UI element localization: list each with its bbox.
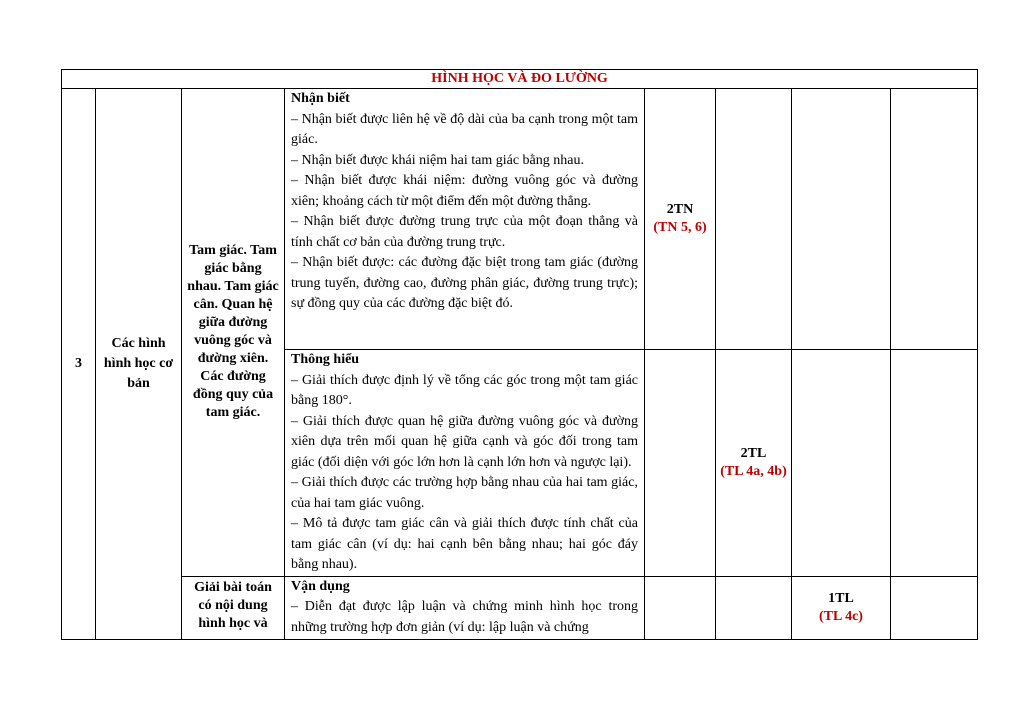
topic-cell: Các hình hình học cơ bản <box>96 89 182 640</box>
score-ref: (TL 4c) <box>819 608 863 624</box>
score-ref: (TN 5, 6) <box>653 220 707 235</box>
score-cell-empty <box>716 576 792 639</box>
requirement-item: – Giải thích được quan hệ giữa đường vuông góc và đường xiên dựa trên mối quan hệ giữa cạnh và góc đối trong tam giác (đối diện với góc lớn hơn là cạnh lớn hơn và ngược lại). <box>291 413 638 470</box>
requirement-item: – Diễn đạt được lập luận và chứng minh hình học trong những trường hợp đơn giản (ví dụ: lập luận và chứng <box>291 599 638 635</box>
score-cell-recognize <box>645 89 716 350</box>
score-cell-empty <box>891 89 978 350</box>
score-cell-understand <box>716 350 792 577</box>
content-cell-triangles: Tam giác. Tam giác bằng nhau. Tam giác cân. Quan hệ giữa đường vuông góc và đường xiên. Các đường đồng quy của tam giác. <box>182 89 285 577</box>
requirement-item: – Giải thích được các trường hợp bằng nhau của hai tam giác, của hai tam giác vuông. <box>291 475 638 511</box>
score-main: 1TL <box>828 590 854 606</box>
requirement-cell-understand <box>285 350 645 577</box>
score-cell-empty <box>645 350 716 577</box>
requirement-item: – Nhận biết được: các đường đặc biệt trong tam giác (đường trung tuyến, đường cao, đường phân giác, đường trung trực); sự đồng quy của các đường đặc biệt đó. <box>291 255 638 311</box>
score-cell-empty <box>891 576 978 639</box>
requirement-item: – Nhận biết được liên hệ về độ dài của ba cạnh trong một tam giác. <box>291 111 638 147</box>
score-main: 2TN <box>666 202 694 217</box>
content-cell-problem-solving: Giải bài toán có nội dung hình học và <box>182 576 285 639</box>
level-label: Nhận biết <box>291 91 350 106</box>
requirement-item: – Giải thích được định lý về tổng các góc trong một tam giác bằng 180°. <box>291 372 638 408</box>
row-number: 3 <box>62 89 96 640</box>
requirement-cell-apply <box>285 576 645 639</box>
requirement-cell-recognize <box>285 89 645 350</box>
requirement-item: – Nhận biết được đường trung trực của một đoạn thẳng và tính chất cơ bản của đường trung trực. <box>291 214 638 250</box>
level-label: Thông hiểu <box>291 352 360 367</box>
requirement-item: – Nhận biết được khái niệm hai tam giác bằng nhau. <box>291 152 584 168</box>
requirement-item: – Mô tả được tam giác cân và giải thích được tính chất của tam giác cân (ví dụ: hai cạnh bên bằng nhau; hai góc đáy bằng nhau). <box>291 516 638 572</box>
section-title: HÌNH HỌC VÀ ĐO LƯỜNG <box>62 70 978 89</box>
score-cell-empty <box>716 89 792 350</box>
score-cell-empty <box>792 89 891 350</box>
score-ref: (TL 4a, 4b) <box>720 463 787 479</box>
score-cell-empty <box>792 350 891 577</box>
score-cell-apply <box>792 576 891 639</box>
score-cell-empty <box>891 350 978 577</box>
requirement-item: – Nhận biết được khái niệm: đường vuông góc và đường xiên; khoảng cách từ một điểm đến một đường thẳng. <box>291 173 638 209</box>
score-cell-empty <box>645 576 716 639</box>
level-label: Vận dụng <box>291 578 350 594</box>
matrix-table <box>61 69 978 640</box>
score-main: 2TL <box>740 445 767 461</box>
